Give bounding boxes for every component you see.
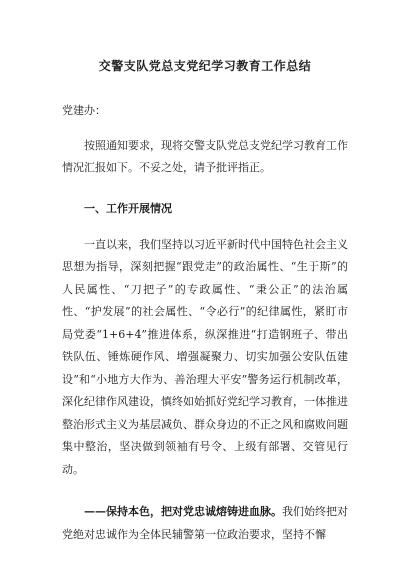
body-paragraph-1: 一直以来，我们坚持以习近平新时代中国特色社会主义思想为指导，深刻把握“跟党走”的政治属性、“生于斯”的人民属性、“刀把子”的专政属性、“秉公正”的法治属性、“护发展”的社会属性、“令必行”的纪律属性，紧盯市局党委“1+6+4”推进体系，纵深推进“打造钢班子、带出铁队伍、锤炼硬作风、增强凝聚力、切实加强公安队伍建设”和“小地方大作为、善治理大平安”警务运行机制改革，深化纪律作风建设，慎终如始抓好党纪学习教育，一体推进整治形式主义为基层减负、群众身边的不正之风和腐败问题集中整治，坚决做到领袖有号令、上级有部署、交管见行动。 (62, 237, 348, 476)
document-title: 交警支队党总支党纪学习教育工作总结 (98, 59, 312, 73)
section-heading-work-status: 一、工作开展情况 (84, 201, 172, 215)
paragraph-lead-text: ——保持本色，把对党忠诚熔铸进血脉。 (84, 505, 282, 518)
body-paragraph-2 (62, 501, 348, 546)
intro-paragraph: 按照通知要求，现将交警支队党总支党纪学习教育工作情况汇报如下。不妥之处，请予批评指正。 (62, 138, 348, 174)
paragraph-body-text: 我们始终把对党绝对忠诚作为全体民辅警第一位政治要求，坚持不懈 (62, 505, 348, 541)
addressee-line: 党建办： (62, 104, 106, 117)
